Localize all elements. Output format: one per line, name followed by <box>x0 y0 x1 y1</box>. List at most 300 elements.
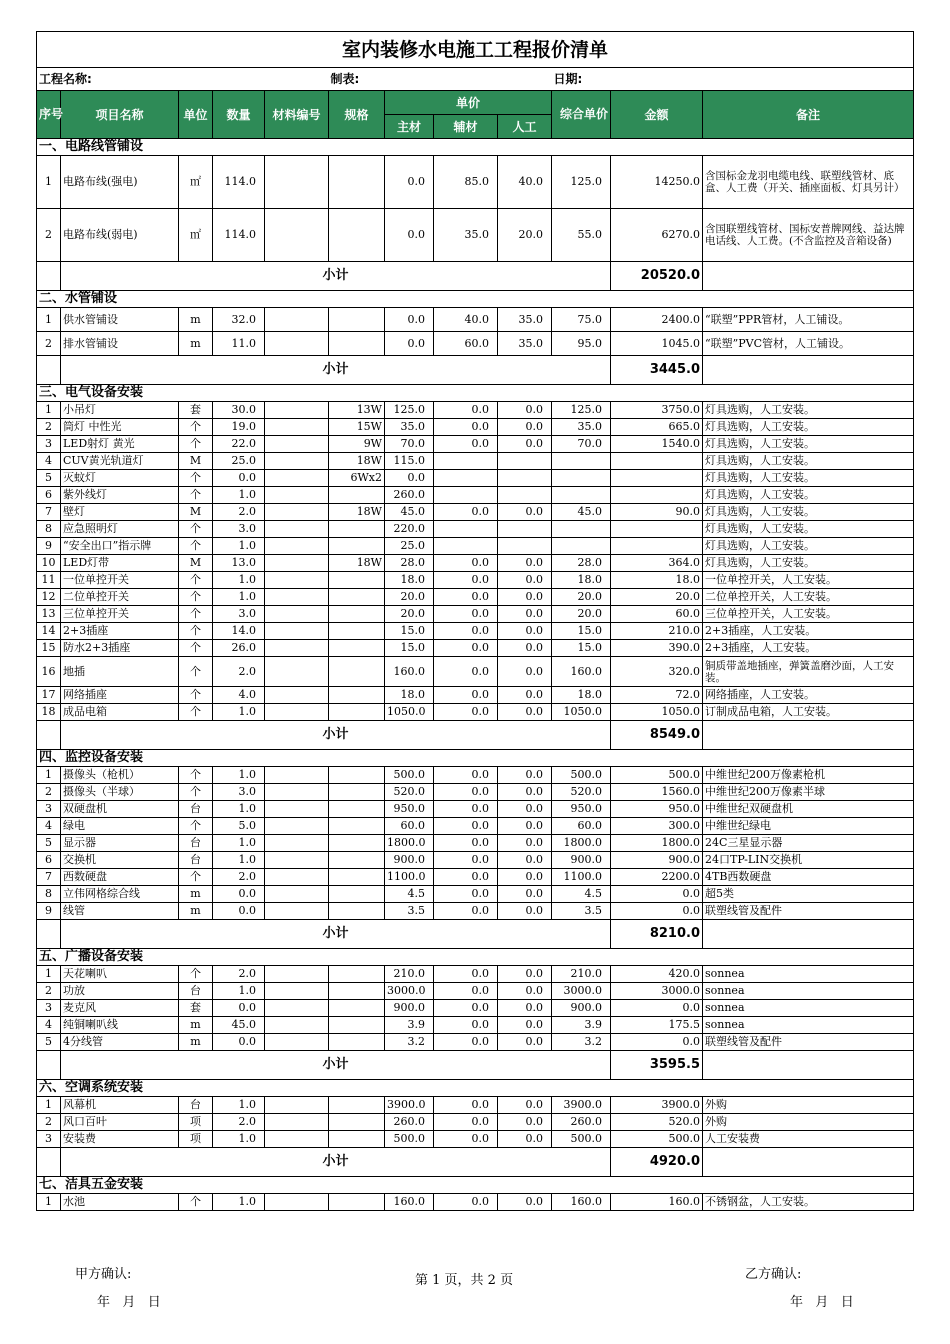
row-name: 绿电 <box>61 818 179 835</box>
row-unit: 个 <box>179 572 213 589</box>
row-aux: 0.0 <box>434 818 498 835</box>
row-amount: 500.0 <box>611 767 703 784</box>
row-remark: 含国联塑线管材、国标安普牌网线、益达牌电话线、人工费。(不含监控及音箱设备) <box>703 209 914 262</box>
date-label: 日期: <box>552 68 914 91</box>
row-labor: 0.0 <box>498 1000 552 1017</box>
row-remark: 人工安装费 <box>703 1131 914 1148</box>
row-comp: 3900.0 <box>552 1097 611 1114</box>
row-code <box>265 453 329 470</box>
row-main: 260.0 <box>385 487 434 504</box>
subtotal-remark <box>703 1148 914 1177</box>
row-qty: 4.0 <box>213 687 265 704</box>
row-spec <box>329 1194 385 1211</box>
row-labor: 0.0 <box>498 687 552 704</box>
row-code <box>265 521 329 538</box>
row-qty: 45.0 <box>213 1017 265 1034</box>
row-aux <box>434 470 498 487</box>
row-amount <box>611 453 703 470</box>
row-no: 5 <box>37 835 61 852</box>
row-main: 500.0 <box>385 1131 434 1148</box>
table-row <box>37 606 914 623</box>
row-aux: 0.0 <box>434 504 498 521</box>
header-qty: 数量 <box>213 91 265 139</box>
row-main: 0.0 <box>385 332 434 356</box>
table-row <box>37 983 914 1000</box>
row-comp <box>552 521 611 538</box>
subtotal-blank <box>37 1148 61 1177</box>
row-labor: 0.0 <box>498 589 552 606</box>
header-seq: 序号 <box>37 91 61 139</box>
row-aux: 0.0 <box>434 640 498 657</box>
row-code <box>265 572 329 589</box>
row-aux: 0.0 <box>434 886 498 903</box>
row-labor: 0.0 <box>498 572 552 589</box>
row-no: 6 <box>37 852 61 869</box>
section-header <box>37 949 914 966</box>
row-code <box>265 835 329 852</box>
row-amount <box>611 538 703 555</box>
row-unit: 套 <box>179 1000 213 1017</box>
row-remark: 2+3插座，人工安装。 <box>703 640 914 657</box>
row-labor: 0.0 <box>498 640 552 657</box>
table-row <box>37 470 914 487</box>
row-main: 15.0 <box>385 623 434 640</box>
row-amount: 900.0 <box>611 852 703 869</box>
row-no: 11 <box>37 572 61 589</box>
row-aux: 0.0 <box>434 623 498 640</box>
table-row <box>37 1017 914 1034</box>
row-spec <box>329 966 385 983</box>
row-qty: 1.0 <box>213 801 265 818</box>
row-qty: 2.0 <box>213 869 265 886</box>
row-comp <box>552 487 611 504</box>
row-no: 10 <box>37 555 61 572</box>
row-qty: 19.0 <box>213 419 265 436</box>
row-labor: 0.0 <box>498 983 552 1000</box>
row-code <box>265 818 329 835</box>
row-unit: m <box>179 308 213 332</box>
row-code <box>265 1114 329 1131</box>
row-no: 15 <box>37 640 61 657</box>
table-row <box>37 623 914 640</box>
section-title: 五、广播设备安装 <box>37 949 914 966</box>
row-spec <box>329 687 385 704</box>
row-labor: 0.0 <box>498 436 552 453</box>
row-amount: 300.0 <box>611 818 703 835</box>
row-no: 1 <box>37 308 61 332</box>
row-aux: 0.0 <box>434 983 498 1000</box>
row-comp <box>552 538 611 555</box>
row-unit: M <box>179 504 213 521</box>
header-remark: 备注 <box>703 91 914 139</box>
row-code <box>265 801 329 818</box>
row-comp: 18.0 <box>552 687 611 704</box>
row-amount: 0.0 <box>611 886 703 903</box>
row-unit: 个 <box>179 436 213 453</box>
table-row <box>37 332 914 356</box>
row-spec <box>329 623 385 640</box>
row-comp: 160.0 <box>552 657 611 687</box>
row-amount: 6270.0 <box>611 209 703 262</box>
table-row <box>37 521 914 538</box>
row-aux <box>434 538 498 555</box>
section-header <box>37 750 914 767</box>
row-amount <box>611 470 703 487</box>
row-aux: 0.0 <box>434 704 498 721</box>
row-qty: 1.0 <box>213 572 265 589</box>
row-remark: 灯具选购，人工安装。 <box>703 402 914 419</box>
row-comp: 45.0 <box>552 504 611 521</box>
subtotal-row <box>37 920 914 949</box>
party-b-date: 年 月 日 <box>790 1295 854 1310</box>
row-qty: 1.0 <box>213 767 265 784</box>
row-name: 功放 <box>61 983 179 1000</box>
row-amount: 420.0 <box>611 966 703 983</box>
row-labor: 0.0 <box>498 657 552 687</box>
row-code <box>265 687 329 704</box>
row-aux: 0.0 <box>434 1114 498 1131</box>
row-labor: 0.0 <box>498 767 552 784</box>
row-aux: 0.0 <box>434 1034 498 1051</box>
row-qty: 5.0 <box>213 818 265 835</box>
row-qty: 0.0 <box>213 1034 265 1051</box>
row-main: 60.0 <box>385 818 434 835</box>
table-row <box>37 640 914 657</box>
row-spec: 13W <box>329 402 385 419</box>
row-labor: 0.0 <box>498 1017 552 1034</box>
row-amount: 520.0 <box>611 1114 703 1131</box>
row-unit: 个 <box>179 487 213 504</box>
row-aux: 0.0 <box>434 589 498 606</box>
row-aux: 0.0 <box>434 801 498 818</box>
row-qty: 1.0 <box>213 835 265 852</box>
row-remark: 不锈钢盆，人工安装。 <box>703 1194 914 1211</box>
row-comp: 500.0 <box>552 767 611 784</box>
row-main: 900.0 <box>385 852 434 869</box>
row-comp: 95.0 <box>552 332 611 356</box>
row-qty: 0.0 <box>213 903 265 920</box>
row-unit: ㎡ <box>179 209 213 262</box>
row-spec <box>329 801 385 818</box>
row-qty: 25.0 <box>213 453 265 470</box>
maker-label: 制表: <box>329 68 552 91</box>
row-remark: 含国标金龙羽电缆电线、联塑线管材、底盒、人工费（开关、插座面板、灯具另计） <box>703 156 914 209</box>
row-spec <box>329 657 385 687</box>
row-labor: 0.0 <box>498 903 552 920</box>
table-row <box>37 1114 914 1131</box>
row-amount: 1540.0 <box>611 436 703 453</box>
row-qty: 2.0 <box>213 657 265 687</box>
row-name: 西数硬盘 <box>61 869 179 886</box>
row-main: 20.0 <box>385 589 434 606</box>
row-spec <box>329 1034 385 1051</box>
row-spec: 18W <box>329 504 385 521</box>
subtotal-amount: 3595.5 <box>611 1051 703 1080</box>
row-qty: 114.0 <box>213 156 265 209</box>
row-comp: 950.0 <box>552 801 611 818</box>
row-spec <box>329 606 385 623</box>
row-labor: 0.0 <box>498 1097 552 1114</box>
row-unit: 个 <box>179 606 213 623</box>
row-unit: 台 <box>179 801 213 818</box>
row-name: 应急照明灯 <box>61 521 179 538</box>
row-comp: 15.0 <box>552 623 611 640</box>
row-no: 8 <box>37 521 61 538</box>
row-labor: 0.0 <box>498 966 552 983</box>
row-name: 筒灯 中性光 <box>61 419 179 436</box>
row-name: 二位单控开关 <box>61 589 179 606</box>
row-amount: 20.0 <box>611 589 703 606</box>
row-main: 4.5 <box>385 886 434 903</box>
row-name: 电路布线(强电) <box>61 156 179 209</box>
row-no: 5 <box>37 470 61 487</box>
row-main: 3000.0 <box>385 983 434 1000</box>
row-main: 1800.0 <box>385 835 434 852</box>
row-name: 防水2+3插座 <box>61 640 179 657</box>
row-labor: 0.0 <box>498 852 552 869</box>
subtotal-remark <box>703 721 914 750</box>
row-name: 风幕机 <box>61 1097 179 1114</box>
row-unit: m <box>179 903 213 920</box>
row-name: 成品电箱 <box>61 704 179 721</box>
subtotal-blank <box>37 262 61 291</box>
row-labor: 0.0 <box>498 419 552 436</box>
row-no: 3 <box>37 1000 61 1017</box>
row-comp: 1050.0 <box>552 704 611 721</box>
row-name: LED射灯 黄光 <box>61 436 179 453</box>
row-unit: 个 <box>179 1194 213 1211</box>
header-spec: 规格 <box>329 91 385 139</box>
subtotal-row <box>37 262 914 291</box>
row-remark: 灯具选购，人工安装。 <box>703 436 914 453</box>
row-code <box>265 1194 329 1211</box>
row-labor: 0.0 <box>498 784 552 801</box>
subtotal-blank <box>37 721 61 750</box>
row-code <box>265 966 329 983</box>
table-row <box>37 209 914 262</box>
row-aux: 0.0 <box>434 869 498 886</box>
row-remark: 4TB西数硬盘 <box>703 869 914 886</box>
table-row <box>37 436 914 453</box>
table-row <box>37 504 914 521</box>
row-name: 麦克风 <box>61 1000 179 1017</box>
row-name: 壁灯 <box>61 504 179 521</box>
row-amount: 3750.0 <box>611 402 703 419</box>
table-row <box>37 1000 914 1017</box>
row-no: 17 <box>37 687 61 704</box>
table-row <box>37 402 914 419</box>
row-main: 28.0 <box>385 555 434 572</box>
row-labor: 40.0 <box>498 156 552 209</box>
row-amount: 14250.0 <box>611 156 703 209</box>
row-name: 立伟网格综合线 <box>61 886 179 903</box>
section-header <box>37 139 914 156</box>
row-main: 220.0 <box>385 521 434 538</box>
row-main: 260.0 <box>385 1114 434 1131</box>
row-code <box>265 704 329 721</box>
row-qty: 1.0 <box>213 1194 265 1211</box>
row-labor: 0.0 <box>498 606 552 623</box>
row-remark: sonnea <box>703 1000 914 1017</box>
row-qty: 13.0 <box>213 555 265 572</box>
row-name: 纯铜喇叭线 <box>61 1017 179 1034</box>
row-no: 2 <box>37 784 61 801</box>
row-code <box>265 209 329 262</box>
row-code <box>265 402 329 419</box>
table-row <box>37 835 914 852</box>
header-unit: 单位 <box>179 91 213 139</box>
row-spec <box>329 818 385 835</box>
row-no: 1 <box>37 966 61 983</box>
row-amount <box>611 487 703 504</box>
row-qty: 0.0 <box>213 1000 265 1017</box>
row-main: 0.0 <box>385 470 434 487</box>
row-spec <box>329 538 385 555</box>
row-qty: 3.0 <box>213 784 265 801</box>
row-aux: 0.0 <box>434 1017 498 1034</box>
row-qty: 14.0 <box>213 623 265 640</box>
header-aux: 辅材 <box>434 115 498 139</box>
row-no: 13 <box>37 606 61 623</box>
row-remark: 24口TP-LIN交换机 <box>703 852 914 869</box>
row-labor: 0.0 <box>498 835 552 852</box>
row-labor: 0.0 <box>498 869 552 886</box>
row-spec <box>329 1114 385 1131</box>
row-code <box>265 1131 329 1148</box>
row-no: 2 <box>37 419 61 436</box>
row-amount: 18.0 <box>611 572 703 589</box>
row-remark: “联塑”PVC管材，人工铺设。 <box>703 332 914 356</box>
row-name: 小吊灯 <box>61 402 179 419</box>
row-main: 115.0 <box>385 453 434 470</box>
row-qty: 0.0 <box>213 470 265 487</box>
row-comp: 125.0 <box>552 402 611 419</box>
row-labor: 0.0 <box>498 623 552 640</box>
row-amount: 0.0 <box>611 903 703 920</box>
row-unit: 台 <box>179 1097 213 1114</box>
row-no: 7 <box>37 869 61 886</box>
row-name: 网络插座 <box>61 687 179 704</box>
subtotal-amount: 4920.0 <box>611 1148 703 1177</box>
table-row <box>37 903 914 920</box>
row-name: 风口百叶 <box>61 1114 179 1131</box>
row-labor: 20.0 <box>498 209 552 262</box>
row-unit: 个 <box>179 966 213 983</box>
row-name: 安装费 <box>61 1131 179 1148</box>
row-aux: 60.0 <box>434 332 498 356</box>
row-no: 2 <box>37 1114 61 1131</box>
row-qty: 1.0 <box>213 1097 265 1114</box>
row-main: 18.0 <box>385 687 434 704</box>
row-labor: 35.0 <box>498 332 552 356</box>
row-code <box>265 767 329 784</box>
row-qty: 1.0 <box>213 487 265 504</box>
row-name: 三位单控开关 <box>61 606 179 623</box>
row-no: 8 <box>37 886 61 903</box>
row-code <box>265 308 329 332</box>
section-header <box>37 1177 914 1194</box>
row-main: 0.0 <box>385 209 434 262</box>
row-aux: 0.0 <box>434 903 498 920</box>
row-no: 1 <box>37 1097 61 1114</box>
row-spec <box>329 487 385 504</box>
subtotal-remark <box>703 920 914 949</box>
row-comp: 3.5 <box>552 903 611 920</box>
section-header <box>37 1080 914 1097</box>
sheet-title: 室内装修水电施工工程报价清单 <box>37 32 914 68</box>
row-main: 500.0 <box>385 767 434 784</box>
table-row <box>37 869 914 886</box>
row-remark: 外购 <box>703 1097 914 1114</box>
row-code <box>265 1000 329 1017</box>
quotation-table <box>36 31 914 1211</box>
subtotal-remark <box>703 262 914 291</box>
row-spec <box>329 869 385 886</box>
row-spec <box>329 835 385 852</box>
row-spec <box>329 156 385 209</box>
row-qty: 30.0 <box>213 402 265 419</box>
page-number: 第 1 页，共 2 页 <box>415 1273 514 1288</box>
row-name: 4分线管 <box>61 1034 179 1051</box>
subtotal-label: 小计 <box>61 920 611 949</box>
row-qty: 3.0 <box>213 606 265 623</box>
table-row <box>37 767 914 784</box>
row-remark: 24C三星显示器 <box>703 835 914 852</box>
row-qty: 114.0 <box>213 209 265 262</box>
row-unit: m <box>179 886 213 903</box>
row-remark: 网络插座，人工安装。 <box>703 687 914 704</box>
row-unit: 个 <box>179 623 213 640</box>
table-row <box>37 1131 914 1148</box>
row-comp: 75.0 <box>552 308 611 332</box>
row-code <box>265 538 329 555</box>
row-aux: 0.0 <box>434 1131 498 1148</box>
row-code <box>265 332 329 356</box>
row-spec <box>329 1097 385 1114</box>
header-amount: 金额 <box>611 91 703 139</box>
row-labor: 35.0 <box>498 308 552 332</box>
header-labor: 人工 <box>498 115 552 139</box>
row-amount: 2400.0 <box>611 308 703 332</box>
row-unit: 个 <box>179 538 213 555</box>
table-row <box>37 704 914 721</box>
row-unit: 个 <box>179 687 213 704</box>
row-spec: 15W <box>329 419 385 436</box>
row-no: 18 <box>37 704 61 721</box>
row-amount: 175.5 <box>611 1017 703 1034</box>
row-main: 0.0 <box>385 156 434 209</box>
section-title: 二、水管铺设 <box>37 291 914 308</box>
section-title: 四、监控设备安装 <box>37 750 914 767</box>
row-amount: 1560.0 <box>611 784 703 801</box>
row-name: 线管 <box>61 903 179 920</box>
table-row <box>37 657 914 687</box>
row-labor: 0.0 <box>498 801 552 818</box>
row-amount: 3900.0 <box>611 1097 703 1114</box>
row-no: 1 <box>37 402 61 419</box>
row-comp: 15.0 <box>552 640 611 657</box>
row-spec <box>329 521 385 538</box>
row-no: 2 <box>37 983 61 1000</box>
row-unit: 项 <box>179 1131 213 1148</box>
row-main: 0.0 <box>385 308 434 332</box>
table-row <box>37 308 914 332</box>
row-labor <box>498 487 552 504</box>
row-name: 摄像头（枪机） <box>61 767 179 784</box>
row-main: 18.0 <box>385 572 434 589</box>
table-row <box>37 1034 914 1051</box>
row-name: 天花喇叭 <box>61 966 179 983</box>
